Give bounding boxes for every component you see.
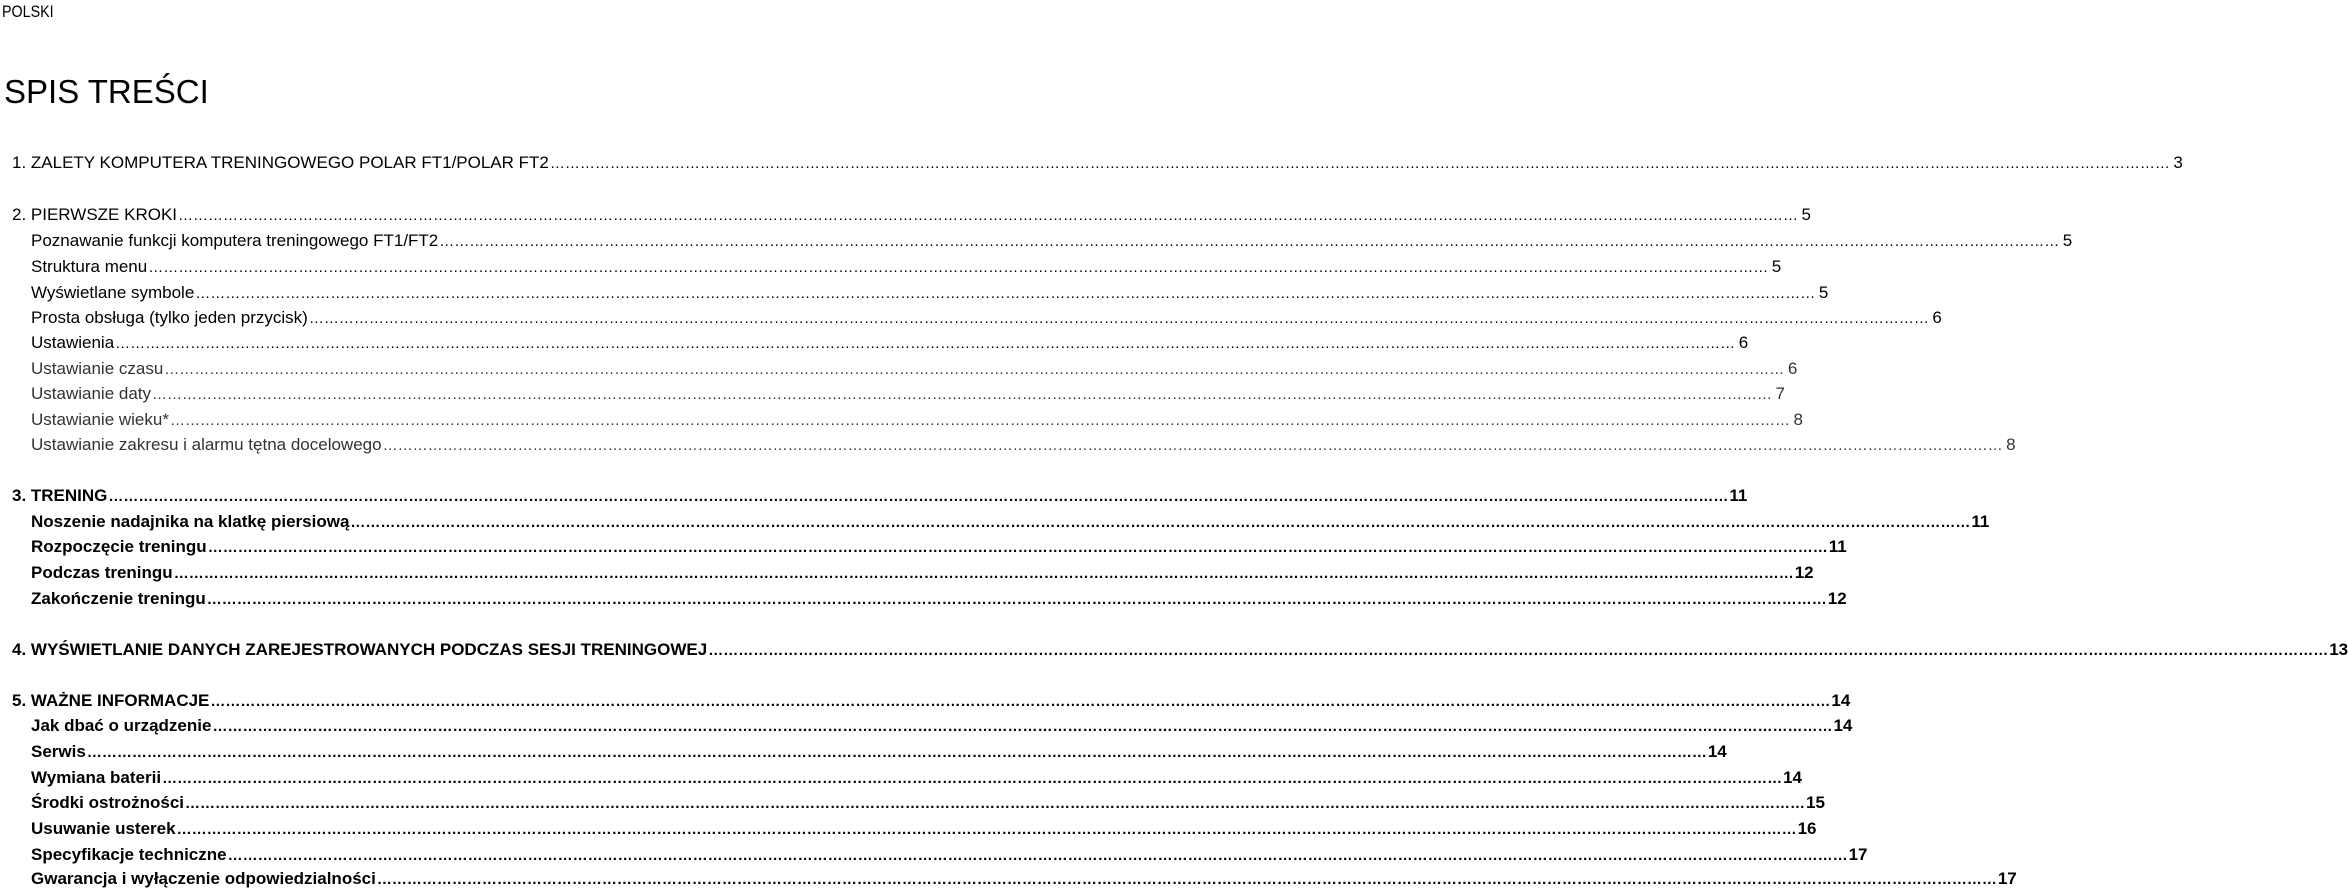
- dot-leader: [108, 485, 1728, 509]
- toc-entry[interactable]: [31, 229, 2073, 254]
- toc-entry-label: Ustawianie zakresu i alarmu tętna docelowego: [31, 435, 382, 454]
- dot-leader: [228, 844, 1848, 868]
- toc-entry[interactable]: [12, 203, 1812, 228]
- toc-entry[interactable]: [31, 382, 1786, 407]
- toc-entry[interactable]: [31, 561, 1814, 586]
- toc-entry-label: Jak dbać o urządzenie: [31, 716, 212, 735]
- toc-entry-label: Usuwanie usterek: [31, 819, 176, 838]
- dot-leader: [377, 868, 1997, 892]
- toc-entry-page: 14: [1833, 716, 1853, 735]
- toc-entry[interactable]: [31, 817, 1817, 842]
- toc-entry-label: Serwis: [31, 742, 86, 761]
- toc-entry-label: Rozpoczęcie treningu: [31, 537, 207, 556]
- toc-entry[interactable]: [31, 510, 1990, 535]
- toc-entry-label: Ustawianie czasu: [31, 359, 164, 378]
- dot-leader: [164, 358, 1784, 382]
- toc-entry-label: 2. PIERWSZE KROKI: [12, 205, 178, 224]
- toc-entry[interactable]: [31, 306, 1942, 331]
- toc-entry[interactable]: [31, 408, 1803, 433]
- toc-entry-page: 17: [1848, 845, 1868, 864]
- toc-entry[interactable]: [31, 587, 1847, 612]
- toc-entry-page: 14: [1783, 768, 1802, 787]
- dot-leader: [208, 536, 1828, 560]
- toc-entry-page: 15: [1806, 793, 1825, 812]
- toc-entry-page: 5: [2062, 231, 2073, 250]
- dot-leader: [708, 639, 2328, 663]
- toc-entry-page: 6: [1932, 308, 1942, 327]
- toc-entry-page: 17: [1997, 869, 2017, 888]
- toc-entry[interactable]: [31, 357, 1798, 382]
- dot-leader: [185, 792, 1805, 816]
- toc-entry-label: Wymiana baterii: [31, 768, 162, 787]
- toc-entry-page: 8: [1793, 410, 1803, 429]
- toc-entry-label: 3. TRENING: [12, 486, 108, 505]
- toc-entry-page: 5: [1818, 283, 1829, 302]
- toc-entry-page: 6: [1787, 359, 1798, 378]
- toc-entry-label: 5. WAŻNE INFORMACJE: [12, 691, 210, 710]
- dot-leader: [207, 588, 1827, 612]
- dot-leader: [550, 152, 2170, 176]
- dot-leader: [212, 715, 1832, 739]
- toc-entry-label: Podczas treningu: [31, 563, 173, 582]
- toc-entry-label: Środki ostrożności: [31, 793, 185, 812]
- toc-entry-label: Gwarancja i wyłączenie odpowiedzialności: [31, 869, 376, 888]
- toc-entry[interactable]: [31, 843, 1868, 868]
- toc-entry[interactable]: [31, 433, 2016, 458]
- dot-leader: [309, 307, 1929, 331]
- dot-leader: [178, 204, 1798, 228]
- toc-entry-page: 12: [1827, 589, 1847, 608]
- dot-leader: [162, 767, 1782, 791]
- toc-entry[interactable]: [12, 638, 2348, 663]
- toc-entry-page: 8: [2006, 435, 2016, 454]
- toc-entry[interactable]: [31, 255, 1782, 280]
- toc-entry-page: 16: [1797, 819, 1817, 838]
- dot-leader: [115, 332, 1735, 356]
- dot-leader: [195, 282, 1815, 306]
- toc-entry[interactable]: [31, 766, 1802, 791]
- toc-entry-page: 3: [2173, 153, 2183, 172]
- toc-entry-label: Wyświetlane symbole: [31, 283, 195, 302]
- toc-entry-label: 1. ZALETY KOMPUTERA TRENINGOWEGO POLAR FT1/POLAR FT2: [12, 153, 549, 172]
- toc-entry-label: Ustawianie daty: [31, 384, 152, 403]
- dot-leader: [210, 690, 1830, 714]
- toc-entry-page: 14: [1831, 691, 1851, 710]
- dot-leader: [383, 434, 2003, 458]
- toc-entry[interactable]: [31, 535, 1847, 560]
- dot-leader: [177, 818, 1797, 842]
- toc-entry-page: 11: [1729, 486, 1748, 505]
- toc-entry[interactable]: [31, 281, 1829, 306]
- toc-entry[interactable]: [31, 740, 1727, 765]
- toc-entry-label: 4. WYŚWIETLANIE DANYCH ZAREJESTROWANYCH PODCZAS SESJI TRENINGOWEJ: [12, 640, 708, 659]
- toc-entry[interactable]: [12, 484, 1748, 509]
- dot-leader: [350, 511, 1970, 535]
- toc-entry-label: Poznawanie funkcji komputera treningowego FT1/FT2: [31, 231, 439, 250]
- toc-entry-label: Struktura menu: [31, 257, 148, 276]
- dot-leader: [148, 256, 1768, 280]
- toc-entry[interactable]: [31, 791, 1825, 816]
- dot-leader: [87, 741, 1707, 765]
- page-title: SPIS TREŚCI: [4, 73, 209, 110]
- toc-entry-page: 5: [1801, 205, 1812, 224]
- toc-entry-page: 13: [2329, 640, 2348, 659]
- toc-entry-page: 6: [1738, 333, 1749, 352]
- dot-leader: [152, 383, 1772, 407]
- toc-entry-label: Prosta obsługa (tylko jeden przycisk): [31, 308, 308, 327]
- toc-entry-page: 11: [1828, 537, 1847, 556]
- toc-entry[interactable]: [12, 151, 2183, 176]
- toc-entry-page: 5: [1771, 257, 1782, 276]
- toc-entry-label: Zakończenie treningu: [31, 589, 206, 608]
- dot-leader: [439, 230, 2059, 254]
- dot-leader: [174, 562, 1794, 586]
- toc-entry[interactable]: [12, 689, 1851, 714]
- toc-entry[interactable]: [31, 331, 1749, 356]
- toc-entry-page: 14: [1707, 742, 1727, 761]
- toc-entry-label: Specyfikacje techniczne: [31, 845, 227, 864]
- toc-entry-label: Noszenie nadajnika na klatkę piersiową: [31, 512, 350, 531]
- toc-entry[interactable]: [31, 714, 1853, 739]
- toc-entry-page: 11: [1971, 512, 1990, 531]
- language-label: POLSKI: [2, 2, 54, 21]
- toc-entry-label: Ustawianie wieku*: [31, 410, 169, 429]
- dot-leader: [170, 409, 1790, 433]
- toc-entry-page: 7: [1775, 384, 1786, 403]
- toc-entry-page: 12: [1794, 563, 1814, 582]
- toc-entry-label: Ustawienia: [31, 333, 115, 352]
- toc-entry[interactable]: [31, 867, 2017, 892]
